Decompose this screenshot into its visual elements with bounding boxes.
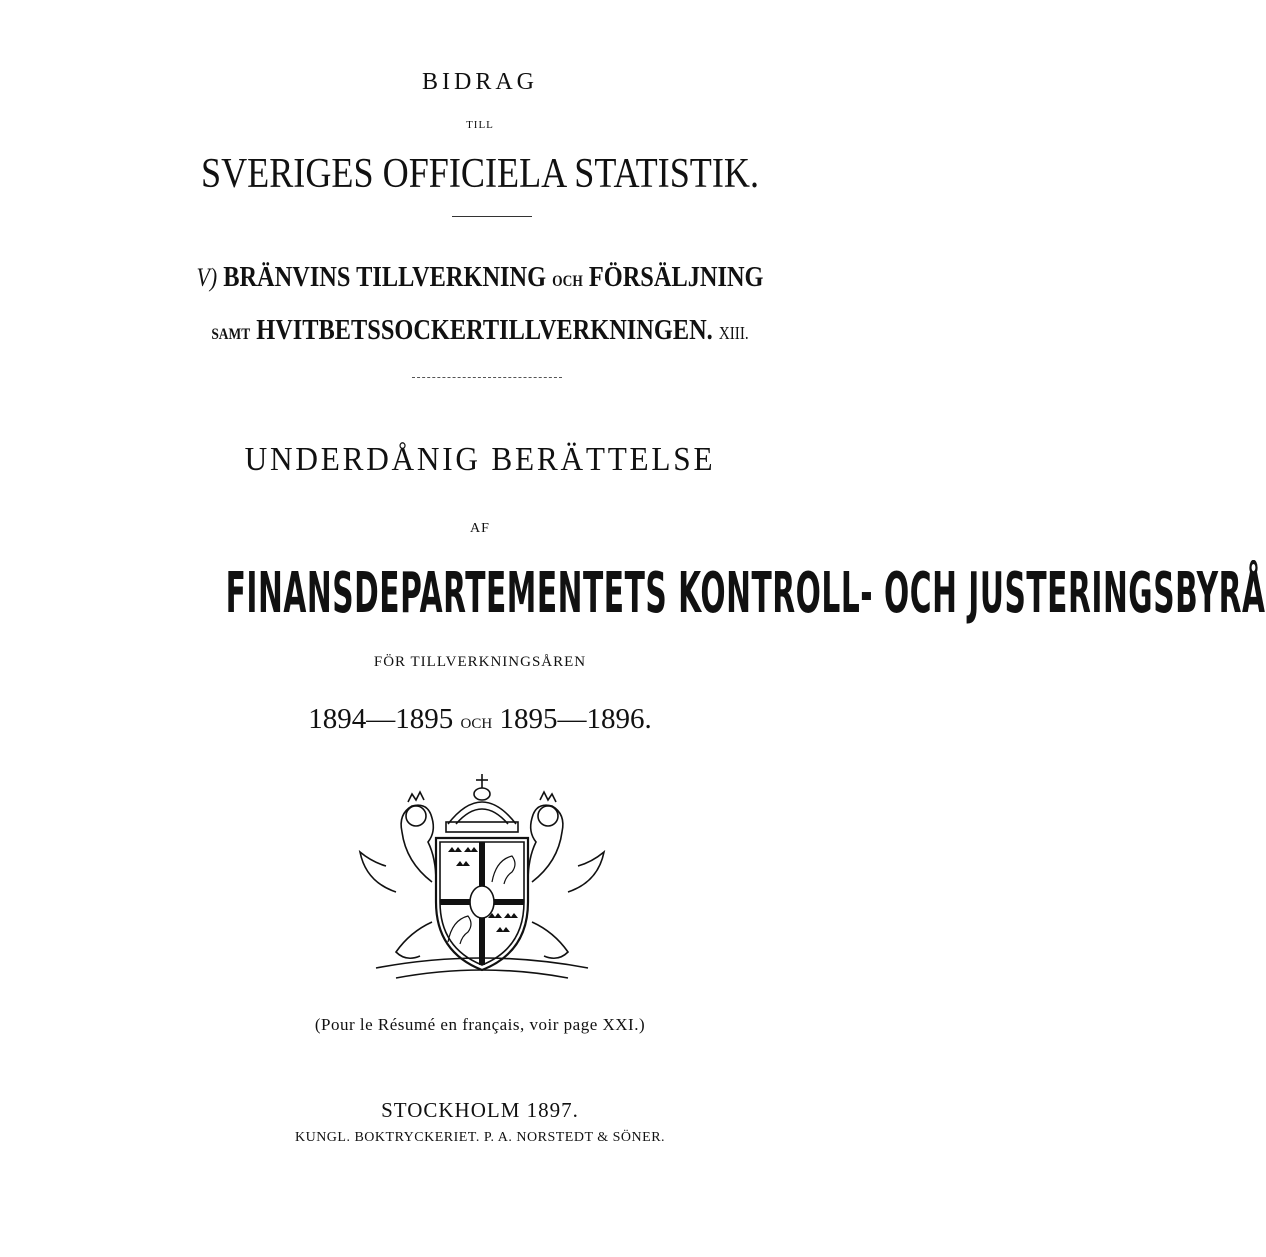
till-label: TILL bbox=[466, 119, 494, 131]
crown-mark-1 bbox=[448, 847, 462, 852]
af-label: AF bbox=[470, 521, 490, 536]
years-part-2: 1895—1896. bbox=[499, 703, 652, 735]
lion-right-tail bbox=[568, 852, 604, 892]
series-title: SVERIGES OFFICIELA STATISTIK. bbox=[200, 151, 760, 197]
bidrag-heading: BIDRAG bbox=[421, 69, 538, 95]
subject-line-1 bbox=[77, 263, 883, 292]
coat-of-arms-icon bbox=[336, 772, 628, 987]
lion-right-head bbox=[538, 806, 558, 826]
authority-name: FINANSDEPARTEMENTETS KONTROLL- OCH JUSTERINGSBYRÅ bbox=[225, 561, 1266, 626]
lion-left-leg bbox=[396, 922, 432, 958]
crown-mark-6 bbox=[496, 927, 510, 932]
section-letter: V) bbox=[196, 263, 218, 292]
years-line bbox=[0, 705, 960, 734]
lion-right-leg bbox=[532, 922, 568, 958]
imprint-printer: KUNGL. BOKTRYCKERIET. P. A. NORSTEDT & SÖNER. bbox=[294, 1130, 666, 1145]
subject-line-2 bbox=[77, 316, 883, 345]
crown-orb bbox=[474, 788, 490, 800]
report-title: UNDERDÅNIG BERÄTTELSE bbox=[244, 441, 716, 478]
crown-mark-5 bbox=[504, 913, 518, 918]
crown-mark-3 bbox=[456, 861, 470, 866]
years-och: OCH bbox=[460, 716, 493, 732]
compartment-lower bbox=[396, 970, 568, 978]
subject-main: HVITBETSSOCKERTILLVERKNINGEN. bbox=[256, 314, 713, 346]
subject-number: XIII. bbox=[718, 323, 749, 343]
imprint-place: STOCKHOLM 1897. bbox=[381, 1098, 579, 1122]
resume-note: (Pour le Résumé en français, voir page XXI.) bbox=[314, 1015, 646, 1034]
subject-part-1: BRÄNVINS TILLVERKNING bbox=[223, 261, 547, 293]
small-lion-2 bbox=[448, 916, 471, 944]
subject-part-2: FÖRSÄLJNING bbox=[588, 261, 764, 293]
lion-right-crown bbox=[540, 792, 556, 802]
subject-samt: SAMT bbox=[211, 326, 251, 343]
divider-rule-dashed bbox=[412, 377, 562, 378]
lion-left-head bbox=[406, 806, 426, 826]
subject-och: OCH bbox=[552, 273, 583, 290]
lion-left-crown bbox=[408, 792, 424, 802]
small-lion-1 bbox=[492, 856, 515, 884]
divider-rule bbox=[452, 216, 532, 217]
years-part-1: 1894—1895 bbox=[308, 703, 454, 735]
lion-left-tail bbox=[360, 852, 396, 892]
inescutcheon bbox=[470, 886, 494, 918]
for-years-label: FÖR TILLVERKNINGSÅREN bbox=[373, 654, 587, 670]
crown-mark-2 bbox=[464, 847, 478, 852]
